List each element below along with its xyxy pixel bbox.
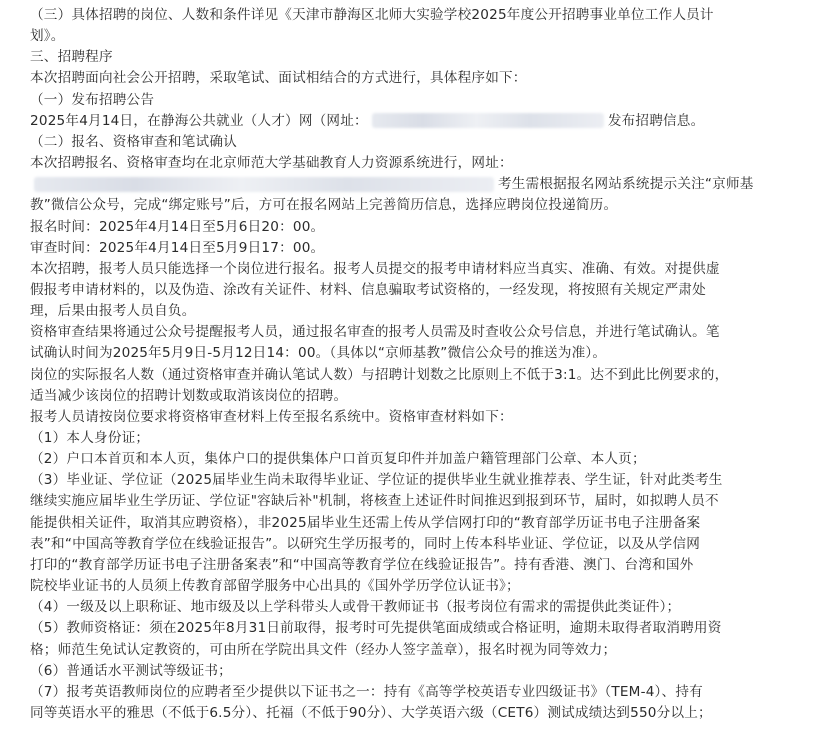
text-segment: 三、招聘程序 [30,49,113,66]
text-segment: 打印的“教育部学历证书电子注册备案表”和“中国高等教育学位在线验证报告”。持有香港、澳门、台湾和国外 [30,556,694,573]
text-segment: 本次招聘，报考人员只能选择一个岗位进行报名。报考人员提交的报考申请材料应当真实、准确、有效。对提供虚 [30,260,720,277]
text-segment: 报名时间：2025年4月14日至5月6日20：00。 [30,218,325,235]
text-segment: （7）报考英语教师岗位的应聘者至少提供以下证书之一：持有《高等学校英语专业四级证书》（TEM-4）、持有 [30,683,703,700]
text-segment: （4）一级及以上职称证、地市级及以上学科带头人或骨干教师证书（报考岗位有需求的需提供此类证件）； [30,599,681,616]
text-segment: 2025年4月14日，在静海公共就业（人才）网（网址： [30,112,368,129]
text-segment: （5）教师资格证：须在2025年8月31日前取得，报考时可先提供笔面成绩或合格证明，逾期未取得者取消聘用资 [30,620,722,637]
text-segment: 能提供相关证件，取消其应聘资格），非2025届毕业生还需上传从学信网打印的“教育部学历证书电子注册备案 [30,514,701,531]
text-segment: 报考人员请按岗位要求将资格审查材料上传至报名系统中。资格审查材料如下： [30,408,513,425]
text-segment: （3）毕业证、学位证（2025届毕业生尚未取得毕业证、学位证的提供毕业生就业推荐表、学生证，针对此类考生 [30,472,723,489]
text-segment: 划》。 [30,28,65,45]
text-line [30,3,714,27]
text-segment: 表”和“中国高等教育学位在线验证报告”。以研究生学历报考的，同时上传本科毕业证、学位证，以及从学信网 [30,535,701,552]
text-segment: （6）普通话水平测试等级证书； [30,662,232,679]
text-segment: 理，后果由报考人员自负。 [30,303,196,320]
text-segment: 院校毕业证书的人员须上传教育部留学服务中心出具的《国外学历学位认证书》； [30,578,520,595]
text-segment: 考生需根据报名网站系统提示关注“京师基 [498,176,754,193]
text-segment: 审查时间：2025年4月14日至5月9日17：00。 [30,239,325,256]
text-segment: 发布招聘信息。 [607,112,705,129]
text-segment: 假报考申请材料的，以及伪造、涂改有关证件、材料、信息骗取考试资格的，一经发现，将按照有关规定严肃处 [30,281,706,298]
text-segment: （2）户口本首页和本人页，集体户口的提供集体户口首页复印件并加盖户籍管理部门公章、本人页； [30,451,646,468]
text-segment: 适当减少该岗位的招聘计划数或取消该岗位的招聘。 [30,387,348,404]
redacted-url [372,113,604,128]
text-segment: 格；师范生免试认定教资的，可由所在学院出具文件（经办人签字盖章），报名时视为同等效力； [30,641,617,658]
text-segment: （二）报名、资格审查和笔试确认 [30,133,237,150]
text-segment: 资格审查结果将通过公众号提醒报考人员，通过报名审查的报考人员需及时查收公众号信息，并进行笔试确认。笔 [30,324,720,341]
text-segment: 岗位的实际报名人数（通过资格审查并确认笔试人数）与招聘计划数之比原则上不低于3:1。达不到此比例要求的， [30,366,729,383]
text-segment: 本次招聘面向社会公开招聘，采取笔试、面试相结合的方式进行，具体程序如下： [30,70,527,87]
text-segment: 同等英语水平的雅思（不低于6.5分）、托福（不低于90分）、大学英语六级（CET6）测试成绩达到550分以上； [30,704,712,721]
text-line [30,701,712,725]
text-segment: 本次招聘报名、资格审查均在北京师范大学基础教育人力资源系统进行，网址： [30,155,513,172]
text-segment: 继续实施应届毕业生学历证、学位证"容缺后补"机制，将核查上述证件时间推迟到报到环节，届时，如拟聘人员不 [30,493,719,510]
text-segment: （一）发布招聘公告 [30,91,155,108]
text-segment: （三）具体招聘的岗位、人数和条件详见《天津市静海区北师大实验学校2025年度公开招聘事业单位工作人员计 [30,7,714,23]
text-segment: 教”微信公众号，完成“绑定账号”后，方可在报名网站上完善简历信息，选择应聘岗位投递简历。 [30,197,618,214]
text-segment: （1）本人身份证； [30,430,150,446]
text-segment: 试确认时间为2025年5月9日-5月12日14：00。（具体以“京师基教”微信公众号的推送为准）。 [30,345,607,362]
redacted-url [34,177,494,192]
